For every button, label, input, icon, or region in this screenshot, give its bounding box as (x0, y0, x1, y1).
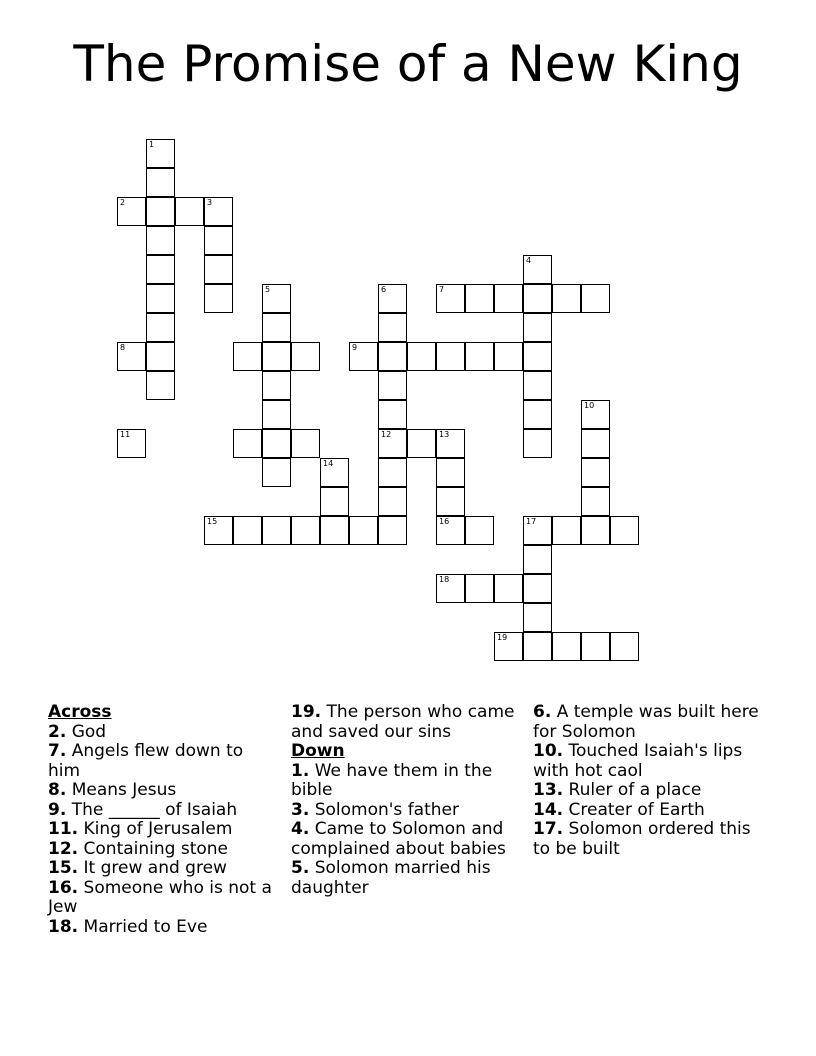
clue-text: Solomon's father (314, 799, 459, 820)
clue-number: 10 (584, 401, 595, 410)
clue-number-label: 4. (291, 819, 310, 839)
clue-down (533, 801, 763, 821)
grid-cell[interactable] (117, 197, 146, 226)
clue-number-label: 13. (533, 780, 564, 800)
grid-cell[interactable] (581, 516, 610, 545)
clue-number-label: 12. (48, 838, 79, 859)
grid-cell[interactable] (494, 632, 523, 661)
clue-number-label: 5. (291, 858, 310, 878)
grid-cell[interactable] (378, 313, 407, 342)
grid-cell[interactable] (262, 429, 291, 458)
clue-number-label: 18. (48, 916, 79, 937)
clue-number: 13 (439, 430, 450, 439)
grid-cell[interactable] (610, 632, 639, 661)
clue-text: Means Jesus (71, 780, 177, 800)
grid-cell[interactable] (117, 429, 146, 458)
grid-cell[interactable] (494, 284, 523, 313)
grid-cell[interactable] (523, 632, 552, 661)
grid-cell[interactable] (581, 487, 610, 516)
across-heading: Across (48, 702, 112, 722)
grid-cell[interactable] (581, 400, 610, 429)
grid-cell[interactable] (494, 342, 523, 371)
grid-cell[interactable] (291, 429, 320, 458)
grid-cell[interactable] (378, 487, 407, 516)
clue-number: 17 (526, 517, 537, 526)
clue-number-label: 16. (48, 877, 79, 898)
clue-number-label: 6. (533, 702, 552, 722)
clue-across (48, 840, 273, 860)
grid-cell[interactable] (523, 574, 552, 603)
clue-across (48, 723, 273, 743)
clue-across (48, 781, 273, 801)
clue-text: Came to Solomon and complained about babies (291, 819, 506, 859)
grid-cell[interactable] (523, 342, 552, 371)
clue-number: 9 (352, 343, 358, 352)
grid-cell[interactable] (233, 516, 262, 545)
clue-number: 3 (207, 198, 213, 207)
grid-cell[interactable] (378, 516, 407, 545)
clue-column-3 (533, 703, 763, 859)
clue-number-label: 7. (48, 741, 67, 761)
clue-number-label: 17. (533, 819, 564, 839)
grid-cell[interactable] (378, 400, 407, 429)
grid-cell[interactable] (494, 574, 523, 603)
clue-across (48, 918, 273, 938)
grid-cell[interactable] (436, 458, 465, 487)
grid-cell[interactable] (146, 197, 175, 226)
puzzle-title: The Promise of a New King (73, 35, 743, 93)
clue-text: A temple was built here for Solomon (533, 702, 759, 742)
clue-down (533, 703, 763, 742)
clue-number-label: 11. (48, 819, 79, 839)
grid-cell[interactable] (465, 516, 494, 545)
grid-cell[interactable] (320, 487, 349, 516)
clue-number: 1 (149, 140, 155, 149)
grid-cell[interactable] (436, 342, 465, 371)
down-heading: Down (291, 741, 345, 761)
clue-text: Solomon married his daughter (291, 858, 491, 898)
clue-number: 8 (120, 343, 126, 352)
clue-text: Solomon ordered this to be built (533, 819, 751, 859)
clue-column-1 (48, 703, 273, 937)
clue-down (533, 820, 763, 859)
grid-cell[interactable] (465, 574, 494, 603)
grid-cell[interactable] (436, 574, 465, 603)
clue-down (291, 859, 516, 898)
grid-cell[interactable] (146, 284, 175, 313)
clue-number-label: 2. (48, 721, 67, 742)
grid-cell[interactable] (117, 342, 146, 371)
clue-number: 6 (381, 285, 387, 294)
clue-across (291, 703, 516, 742)
grid-cell[interactable] (262, 458, 291, 487)
clue-number: 15 (207, 517, 218, 526)
clue-number-label: 1. (291, 760, 310, 781)
grid-cell[interactable] (262, 371, 291, 400)
grid-cell[interactable] (552, 516, 581, 545)
clue-text: It grew and grew (83, 858, 227, 878)
grid-cell[interactable] (378, 458, 407, 487)
grid-cell[interactable] (204, 284, 233, 313)
clue-text: We have them in the bible (291, 760, 493, 800)
clue-down (291, 820, 516, 859)
clue-number-label: 8. (48, 780, 67, 800)
clue-across (48, 801, 273, 821)
grid-cell[interactable] (204, 226, 233, 255)
clue-across (48, 879, 273, 918)
clue-number-label: 9. (48, 799, 67, 820)
grid-cell[interactable] (175, 197, 204, 226)
clue-across (48, 820, 273, 840)
clue-down (291, 762, 516, 801)
grid-cell[interactable] (407, 342, 436, 371)
clue-number: 19 (497, 633, 508, 642)
clue-number-label: 19. (291, 702, 322, 722)
grid-cell[interactable] (523, 284, 552, 313)
grid-cell[interactable] (146, 342, 175, 371)
clue-number: 12 (381, 430, 392, 439)
grid-cell[interactable] (146, 371, 175, 400)
clue-number-label: 3. (291, 799, 310, 820)
grid-cell[interactable] (552, 284, 581, 313)
clue-across (48, 859, 273, 879)
grid-cell[interactable] (146, 226, 175, 255)
grid-cell[interactable] (233, 429, 262, 458)
grid-cell[interactable] (146, 139, 175, 168)
clue-number: 16 (439, 517, 450, 526)
clue-column-2 (291, 703, 516, 898)
grid-cell[interactable] (378, 371, 407, 400)
grid-cell[interactable] (378, 284, 407, 313)
grid-cell[interactable] (523, 313, 552, 342)
grid-cell[interactable] (233, 342, 262, 371)
clue-number: 4 (526, 256, 532, 265)
clue-text: Ruler of a place (568, 780, 702, 800)
clue-number-label: 15. (48, 858, 79, 878)
grid-cell[interactable] (465, 284, 494, 313)
grid-cell[interactable] (204, 516, 233, 545)
clue-number-label: 10. (533, 741, 564, 761)
clue-text: Touched Isaiah's lips with hot caol (533, 741, 743, 781)
clue-number: 14 (323, 459, 334, 468)
grid-cell[interactable] (407, 429, 436, 458)
clue-text: God (71, 721, 107, 742)
clue-number-label: 14. (533, 799, 564, 820)
grid-cell[interactable] (523, 429, 552, 458)
grid-cell[interactable] (378, 342, 407, 371)
clue-across (48, 742, 273, 781)
clue-number: 18 (439, 575, 450, 584)
clue-number: 11 (120, 430, 131, 439)
grid-cell[interactable] (436, 516, 465, 545)
clue-text: Containing stone (83, 838, 229, 859)
clue-text: Creater of Earth (568, 799, 705, 820)
clue-text: King of Jerusalem (83, 819, 233, 839)
clue-number: 2 (120, 198, 126, 207)
grid-cell[interactable] (523, 545, 552, 574)
grid-cell[interactable] (523, 255, 552, 284)
grid-cell[interactable] (523, 603, 552, 632)
grid-cell[interactable] (581, 429, 610, 458)
grid-cell[interactable] (349, 516, 378, 545)
clue-number: 5 (265, 285, 271, 294)
clue-down (533, 781, 763, 801)
grid-cell[interactable] (262, 284, 291, 313)
grid-cell[interactable] (436, 284, 465, 313)
grid-cell[interactable] (146, 168, 175, 197)
grid-cell[interactable] (320, 516, 349, 545)
clue-number: 7 (439, 285, 445, 294)
grid-cell[interactable] (610, 516, 639, 545)
grid-cell[interactable] (146, 255, 175, 284)
grid-cell[interactable] (523, 371, 552, 400)
clue-text: The person who came and saved our sins (291, 702, 515, 742)
grid-cell[interactable] (349, 342, 378, 371)
grid-cell[interactable] (262, 400, 291, 429)
grid-cell[interactable] (291, 516, 320, 545)
clue-text: The ______ of Isaiah (71, 799, 238, 820)
grid-cell[interactable] (204, 197, 233, 226)
grid-cell[interactable] (523, 400, 552, 429)
grid-cell[interactable] (204, 255, 233, 284)
clue-down (533, 742, 763, 781)
grid-cell[interactable] (523, 516, 552, 545)
grid-cell[interactable] (552, 632, 581, 661)
grid-cell[interactable] (146, 313, 175, 342)
clue-text: Someone who is not a Jew (48, 877, 272, 917)
clue-text: Married to Eve (83, 916, 208, 937)
grid-cell[interactable] (436, 487, 465, 516)
grid-cell[interactable] (378, 429, 407, 458)
grid-cell[interactable] (436, 429, 465, 458)
grid-cell[interactable] (291, 342, 320, 371)
grid-cell[interactable] (320, 458, 349, 487)
clue-text: Angels flew down to him (48, 741, 244, 781)
grid-cell[interactable] (581, 458, 610, 487)
grid-cell[interactable] (262, 313, 291, 342)
grid-cell[interactable] (262, 516, 291, 545)
grid-cell[interactable] (581, 284, 610, 313)
grid-cell[interactable] (262, 342, 291, 371)
clue-down (291, 801, 516, 821)
grid-cell[interactable] (465, 342, 494, 371)
grid-cell[interactable] (581, 632, 610, 661)
